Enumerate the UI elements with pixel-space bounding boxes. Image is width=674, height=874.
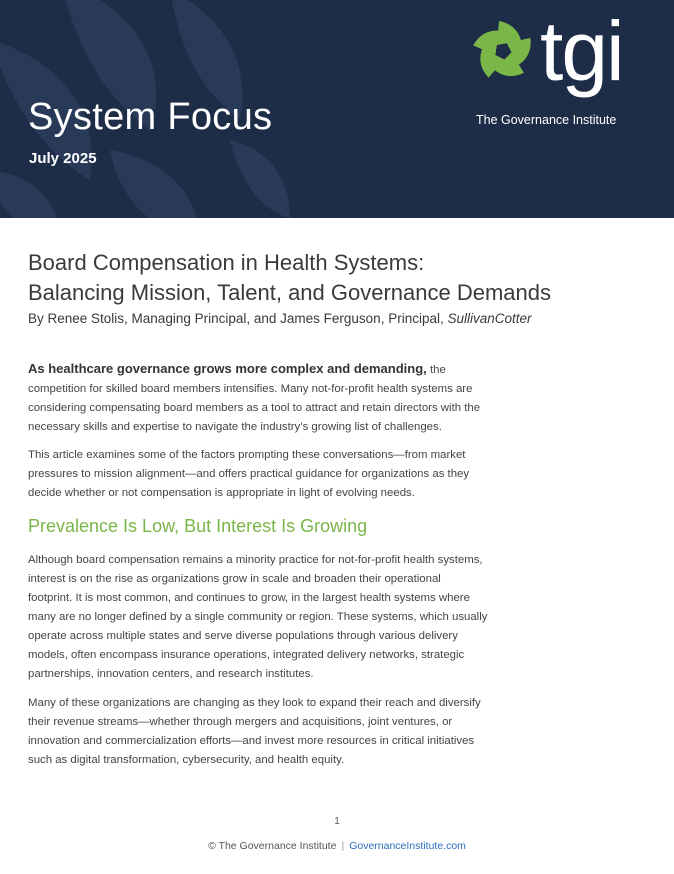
section-heading: Prevalence Is Low, But Interest Is Growing — [28, 516, 368, 536]
page-number: 1 — [334, 816, 340, 827]
byline-authors: By Renee Stolis, Managing Principal, and James Ferguson, Principal, — [28, 311, 448, 326]
article-title-line-1: Board Compensation in Health Systems: — [28, 250, 425, 275]
lead-rest-text: the competition for skilled board members intensifies. Many not-for-profit health systems are considering compensating board members as a tool to attract and retain directors with the necessary skills and expertise to navigate the industry’s growing list of challenges. — [28, 364, 481, 433]
byline-organization: SullivanCotter — [447, 311, 532, 326]
pinwheel-logo-icon — [472, 20, 534, 82]
footer-separator: | — [341, 840, 345, 852]
footer-copyright: © The Governance Institute — [208, 840, 337, 852]
article-title — [28, 248, 551, 308]
issue-date: July 2025 — [29, 150, 97, 167]
paragraph-4: Many of these organizations are changing as they look to expand their reach and diversify their revenue streams—whether through mergers and acquisitions, joint ventures, or innovation and commercialization efforts—and invest more resources in critical initiatives such as digital transformation, cybersecurity, and health equity. — [28, 697, 481, 766]
paragraph-3: Although board compensation remains a minority practice for not-for-profit health systems, interest is on the rise as organizations grow in scale and broaden their operational footprint. It is most common, and continues to grow, in the largest health systems where many are no longer defined by a single community or region. These systems, which usually operate across multiple states and serve diverse populations through various delivery models, often encompass insurance operations, integrated delivery networks, strategic partnerships, innovation centers, and research institutes. — [28, 554, 488, 680]
logo-tagline: The Governance Institute — [476, 113, 617, 127]
page-header — [0, 0, 674, 218]
footer-website-link[interactable]: GovernanceInstitute.com — [349, 840, 466, 852]
page-footer — [0, 840, 674, 852]
paragraph-2: This article examines some of the factors prompting these conversations—from market pressures to mission alignment—and offers practical guidance for organizations as they decide whether or not compensation is appropriate in light of evolving needs. — [28, 449, 470, 499]
lead-paragraph — [28, 359, 488, 437]
byline — [28, 311, 532, 326]
tgi-logo-wordmark: tgi — [540, 4, 623, 98]
lead-bold-text: As healthcare governance grows more complex and demanding, — [28, 361, 427, 376]
article-title-line-2: Balancing Mission, Talent, and Governance Demands — [28, 280, 552, 305]
series-title: System Focus — [28, 96, 273, 138]
